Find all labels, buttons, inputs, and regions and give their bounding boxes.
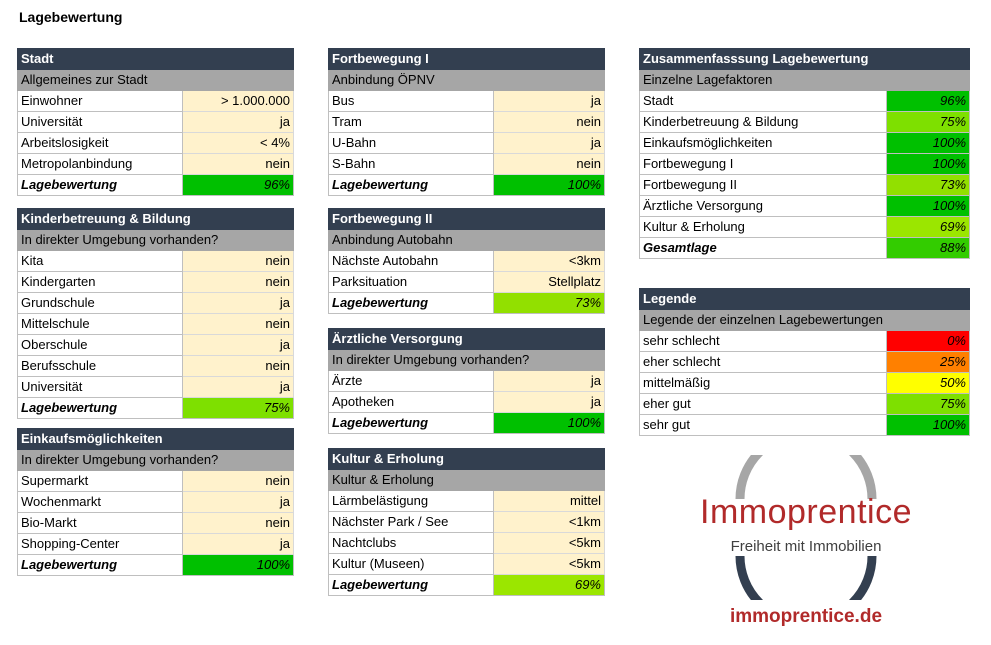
row-value[interactable]: ja bbox=[183, 534, 294, 555]
total-label: Lagebewertung bbox=[18, 555, 183, 576]
row-score: 50% bbox=[887, 373, 970, 394]
website-link[interactable]: immoprentice.de bbox=[729, 606, 883, 627]
row-score: 75% bbox=[887, 112, 970, 133]
table-row bbox=[18, 534, 294, 555]
table-row bbox=[640, 415, 970, 436]
table-header: Fortbewegung I bbox=[329, 49, 605, 70]
table-kultur-erholung bbox=[328, 448, 605, 596]
row-label: Shopping-Center bbox=[18, 534, 183, 555]
total-label: Lagebewertung bbox=[18, 175, 183, 196]
total-score: 100% bbox=[183, 555, 294, 576]
row-value[interactable]: <3km bbox=[494, 251, 605, 272]
total-score: 100% bbox=[494, 175, 605, 196]
table-stadt bbox=[17, 48, 294, 196]
table-summary bbox=[639, 48, 970, 259]
row-value[interactable]: ja bbox=[183, 377, 294, 398]
table-row bbox=[329, 251, 605, 272]
table-subheader: Allgemeines zur Stadt bbox=[18, 70, 294, 91]
row-value[interactable]: nein bbox=[183, 314, 294, 335]
table-fortbewegung-2 bbox=[328, 208, 605, 314]
row-value[interactable]: > 1.000.000 bbox=[183, 91, 294, 112]
row-label: eher gut bbox=[640, 394, 887, 415]
total-label: Lagebewertung bbox=[18, 398, 183, 419]
table-row bbox=[18, 356, 294, 377]
table-header: Zusammenfasssung Lagebewertung bbox=[640, 49, 970, 70]
row-label: Oberschule bbox=[18, 335, 183, 356]
total-label: Lagebewertung bbox=[329, 293, 494, 314]
table-row bbox=[329, 272, 605, 293]
table-row bbox=[640, 373, 970, 394]
row-label: sehr schlecht bbox=[640, 331, 887, 352]
row-label: Arbeitslosigkeit bbox=[18, 133, 183, 154]
row-label: Kultur & Erholung bbox=[640, 217, 887, 238]
total-label: Lagebewertung bbox=[329, 413, 494, 434]
row-label: Einwohner bbox=[18, 91, 183, 112]
row-label: Apotheken bbox=[329, 392, 494, 413]
table-subheader: Einzelne Lagefaktoren bbox=[640, 70, 970, 91]
row-label: Universität bbox=[18, 112, 183, 133]
row-value[interactable]: nein bbox=[183, 251, 294, 272]
row-score: 100% bbox=[887, 415, 970, 436]
row-score: 100% bbox=[887, 133, 970, 154]
table-row bbox=[18, 293, 294, 314]
row-label: sehr gut bbox=[640, 415, 887, 436]
table-row bbox=[329, 112, 605, 133]
row-value[interactable]: < 4% bbox=[183, 133, 294, 154]
row-label: Kinderbetreuung & Bildung bbox=[640, 112, 887, 133]
table-row bbox=[18, 492, 294, 513]
table-row bbox=[329, 491, 605, 512]
row-label: Fortbewegung I bbox=[640, 154, 887, 175]
table-header: Einkaufsmöglichkeiten bbox=[18, 429, 294, 450]
total-score: 96% bbox=[183, 175, 294, 196]
row-value[interactable]: <1km bbox=[494, 512, 605, 533]
row-label: Supermarkt bbox=[18, 471, 183, 492]
row-value[interactable]: nein bbox=[183, 272, 294, 293]
row-label: Ärzte bbox=[329, 371, 494, 392]
table-header: Kultur & Erholung bbox=[329, 449, 605, 470]
table-subheader: In direkter Umgebung vorhanden? bbox=[18, 230, 294, 251]
table-row bbox=[18, 314, 294, 335]
row-label: Stadt bbox=[640, 91, 887, 112]
table-row bbox=[329, 91, 605, 112]
table-row bbox=[18, 272, 294, 293]
logo-tagline: Freiheit mit Immobilien bbox=[730, 538, 882, 555]
table-row bbox=[329, 533, 605, 554]
total-label: Lagebewertung bbox=[329, 575, 494, 596]
table-row bbox=[329, 512, 605, 533]
row-value[interactable]: <5km bbox=[494, 554, 605, 575]
row-value[interactable]: nein bbox=[494, 112, 605, 133]
table-row bbox=[640, 154, 970, 175]
table-subheader: Anbindung ÖPNV bbox=[329, 70, 605, 91]
table-einkauf bbox=[17, 428, 294, 576]
table-row bbox=[640, 352, 970, 373]
row-score: 25% bbox=[887, 352, 970, 373]
table-header: Legende bbox=[640, 289, 970, 310]
row-label: Einkaufsmöglichkeiten bbox=[640, 133, 887, 154]
table-row bbox=[18, 112, 294, 133]
row-label: eher schlecht bbox=[640, 352, 887, 373]
table-row bbox=[18, 91, 294, 112]
row-value[interactable]: nein bbox=[183, 471, 294, 492]
total-score: 73% bbox=[494, 293, 605, 314]
table-legend bbox=[639, 288, 970, 436]
table-subheader: In direkter Umgebung vorhanden? bbox=[329, 350, 605, 371]
row-label: Universität bbox=[18, 377, 183, 398]
row-value[interactable]: ja bbox=[183, 335, 294, 356]
row-label: Nachtclubs bbox=[329, 533, 494, 554]
row-value[interactable]: <5km bbox=[494, 533, 605, 554]
row-label: Bus bbox=[329, 91, 494, 112]
table-header: Ärztliche Versorgung bbox=[329, 329, 605, 350]
row-label: mittelmäßig bbox=[640, 373, 887, 394]
row-value[interactable]: nein bbox=[183, 356, 294, 377]
row-value[interactable]: ja bbox=[494, 371, 605, 392]
table-row bbox=[329, 133, 605, 154]
table-kinderbetreuung bbox=[17, 208, 294, 419]
row-value[interactable]: nein bbox=[494, 154, 605, 175]
table-row bbox=[18, 154, 294, 175]
row-value[interactable]: ja bbox=[494, 91, 605, 112]
row-score: 100% bbox=[887, 154, 970, 175]
table-header: Fortbewegung II bbox=[329, 209, 605, 230]
table-subheader: Anbindung Autobahn bbox=[329, 230, 605, 251]
total-score: 88% bbox=[887, 238, 970, 259]
page-title: Lagebewertung bbox=[19, 9, 123, 25]
row-score: 69% bbox=[887, 217, 970, 238]
table-subheader: In direkter Umgebung vorhanden? bbox=[18, 450, 294, 471]
table-subheader: Legende der einzelnen Lagebewertungen bbox=[640, 310, 970, 331]
row-label: Kindergarten bbox=[18, 272, 183, 293]
row-label: Lärmbelästigung bbox=[329, 491, 494, 512]
table-row bbox=[640, 217, 970, 238]
row-label: Fortbewegung II bbox=[640, 175, 887, 196]
table-row bbox=[18, 251, 294, 272]
row-label: Kita bbox=[18, 251, 183, 272]
row-value[interactable]: ja bbox=[183, 112, 294, 133]
row-label: Tram bbox=[329, 112, 494, 133]
row-value[interactable]: mittel bbox=[494, 491, 605, 512]
total-score: 69% bbox=[494, 575, 605, 596]
table-row bbox=[329, 554, 605, 575]
total-label: Lagebewertung bbox=[329, 175, 494, 196]
row-value[interactable]: nein bbox=[183, 154, 294, 175]
logo-brand: Immoprentice bbox=[700, 493, 912, 531]
table-row bbox=[640, 175, 970, 196]
row-label: Grundschule bbox=[18, 293, 183, 314]
row-value[interactable]: ja bbox=[183, 293, 294, 314]
row-label: U-Bahn bbox=[329, 133, 494, 154]
table-row bbox=[329, 392, 605, 413]
row-label: Wochenmarkt bbox=[18, 492, 183, 513]
row-label: Berufsschule bbox=[18, 356, 183, 377]
row-score: 100% bbox=[887, 196, 970, 217]
table-row bbox=[18, 335, 294, 356]
table-row bbox=[18, 133, 294, 154]
table-fortbewegung-1 bbox=[328, 48, 605, 196]
row-label: Metropolanbindung bbox=[18, 154, 183, 175]
logo bbox=[685, 455, 927, 600]
table-row bbox=[329, 371, 605, 392]
row-label: Kultur (Museen) bbox=[329, 554, 494, 575]
table-row bbox=[18, 377, 294, 398]
row-value[interactable]: ja bbox=[183, 492, 294, 513]
row-label: Bio-Markt bbox=[18, 513, 183, 534]
table-aerztliche-versorgung bbox=[328, 328, 605, 434]
table-row bbox=[640, 394, 970, 415]
row-value[interactable]: nein bbox=[183, 513, 294, 534]
row-value[interactable]: Stellplatz bbox=[494, 272, 605, 293]
table-header: Stadt bbox=[18, 49, 294, 70]
row-label: Mittelschule bbox=[18, 314, 183, 335]
total-label: Gesamtlage bbox=[640, 238, 887, 259]
row-label: Parksituation bbox=[329, 272, 494, 293]
row-label: Ärztliche Versorgung bbox=[640, 196, 887, 217]
row-score: 0% bbox=[887, 331, 970, 352]
table-row bbox=[18, 513, 294, 534]
total-score: 75% bbox=[183, 398, 294, 419]
row-label: Nächste Autobahn bbox=[329, 251, 494, 272]
row-score: 96% bbox=[887, 91, 970, 112]
table-row bbox=[640, 91, 970, 112]
row-score: 75% bbox=[887, 394, 970, 415]
table-row bbox=[329, 154, 605, 175]
row-label: S-Bahn bbox=[329, 154, 494, 175]
table-row bbox=[18, 471, 294, 492]
total-score: 100% bbox=[494, 413, 605, 434]
table-header: Kinderbetreuung & Bildung bbox=[18, 209, 294, 230]
table-row bbox=[640, 112, 970, 133]
row-label: Nächster Park / See bbox=[329, 512, 494, 533]
row-value[interactable]: ja bbox=[494, 392, 605, 413]
table-row bbox=[640, 331, 970, 352]
row-value[interactable]: ja bbox=[494, 133, 605, 154]
table-subheader: Kultur & Erholung bbox=[329, 470, 605, 491]
row-score: 73% bbox=[887, 175, 970, 196]
table-row bbox=[640, 196, 970, 217]
table-row bbox=[640, 133, 970, 154]
